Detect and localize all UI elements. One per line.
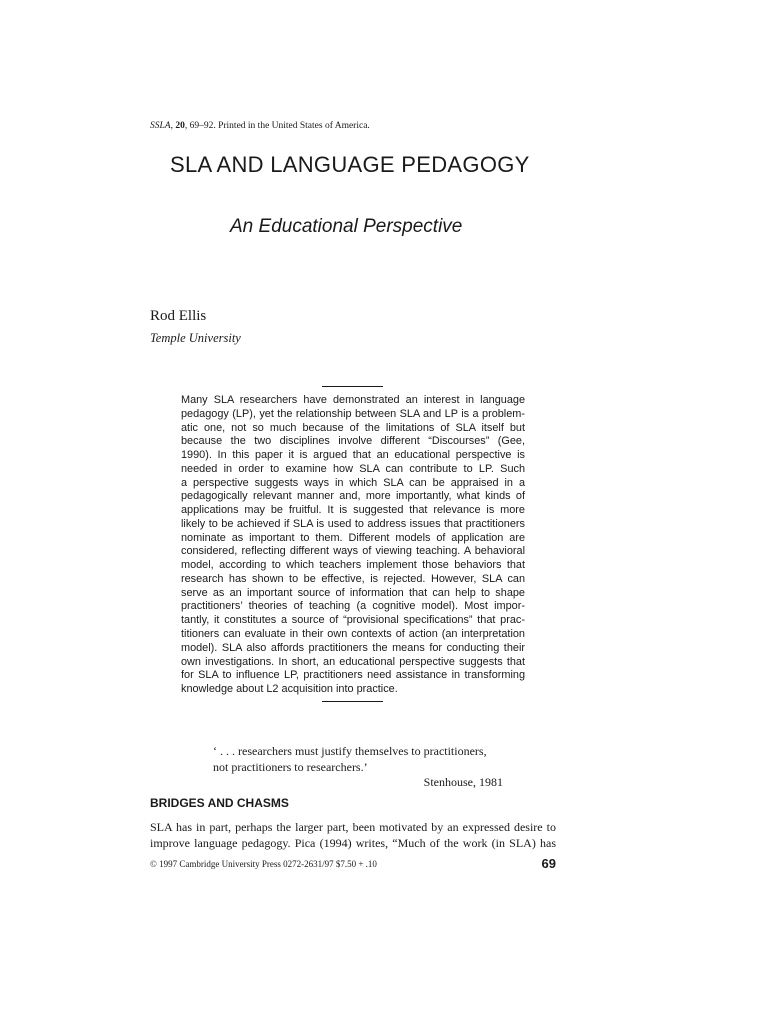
abstract-line: model, according to which teachers implement those behaviors that [181,559,525,572]
journal-volume: 20 [175,121,185,131]
body-line: improve language pedagogy. Pica (1994) writes, “Much of the work (in SLA) has [150,835,556,850]
abstract-line: pedagogically relevant manner and, more importantly, what kinds of [181,490,525,503]
abstract-top-rule [322,386,383,387]
journal-abbrev: SSLA [150,121,171,131]
epigraph-source: Stenhouse, 1981 [423,775,503,789]
abstract-line: for SLA to influence LP, practitioners need assistance in transforming [181,669,525,682]
abstract-line: because the two disciplines involve different “Discourses” (Gee, [181,435,525,448]
abstract-line: practitioners’ theories of teaching (a cognitive model). Most impor- [181,600,525,613]
abstract [181,394,525,697]
epigraph [213,744,503,791]
abstract-line: research has shown to be effective, is rejected. However, SLA can [181,572,525,585]
epigraph-quote-line: ‘ . . . researchers must justify themselves to practitioners, [213,744,487,758]
abstract-line: nominate as important to them. Different models of application are [181,531,525,544]
page-number: 69 [541,856,556,871]
abstract-line: pedagogy (LP), yet the relationship between SLA and LP is a problem- [181,407,525,420]
abstract-line: 1990). In this paper it is argued that an educational perspective is [181,449,525,462]
abstract-line: likely to be achieved if SLA is used to address issues that practitioners [181,517,525,530]
running-head-sep: , [170,121,176,131]
author-name: Rod Ellis [150,308,207,324]
abstract-line: atic one, not so much because of the limitations of SLA itself but [181,421,525,434]
article-title: SLA AND LANGUAGE PEDAGOGY [170,152,530,177]
body-line: SLA has in part, perhaps the larger part, been motivated by an expressed desire to [150,820,556,834]
article-subtitle: An Educational Perspective [230,216,463,237]
abstract-line: applications may be fruitful. It is suggested that relevance is more [181,504,525,517]
abstract-line: model). SLA also affords practitioners the means for conducting their [181,641,525,654]
abstract-bottom-rule [322,701,383,702]
abstract-line: a perspective suggests ways in which SLA can be appraised in a [181,476,525,489]
abstract-line: serve as an important source of information that can help to shape [181,586,525,599]
author-affiliation: Temple University [150,331,241,345]
body-paragraph [150,820,556,851]
abstract-line: needed in order to examine how SLA can contribute to LP. Such [181,462,525,475]
running-head-rest: , 69–92. Printed in the United States of America. [184,121,370,131]
running-head [150,121,370,131]
abstract-line: titioners can evaluate in their own contexts of action (an interpretation [181,628,525,641]
abstract-line: own investigations. In short, an educational perspective suggests that [181,655,525,668]
abstract-line: considered, reflecting different ways of viewing teaching. A behavioral [181,545,525,558]
abstract-line: Many SLA researchers have demonstrated an interest in language [181,394,525,406]
section-heading: BRIDGES AND CHASMS [150,796,289,810]
epigraph-quote-line: not practitioners to researchers.’ [213,759,368,774]
abstract-line: knowledge about L2 acquisition into practice. [181,683,398,696]
copyright-line: © 1997 Cambridge University Press 0272-2631/97 $7.50 + .10 [150,859,377,869]
abstract-line: tantly, it constitutes a source of “provisional specifications” that prac- [181,614,525,627]
